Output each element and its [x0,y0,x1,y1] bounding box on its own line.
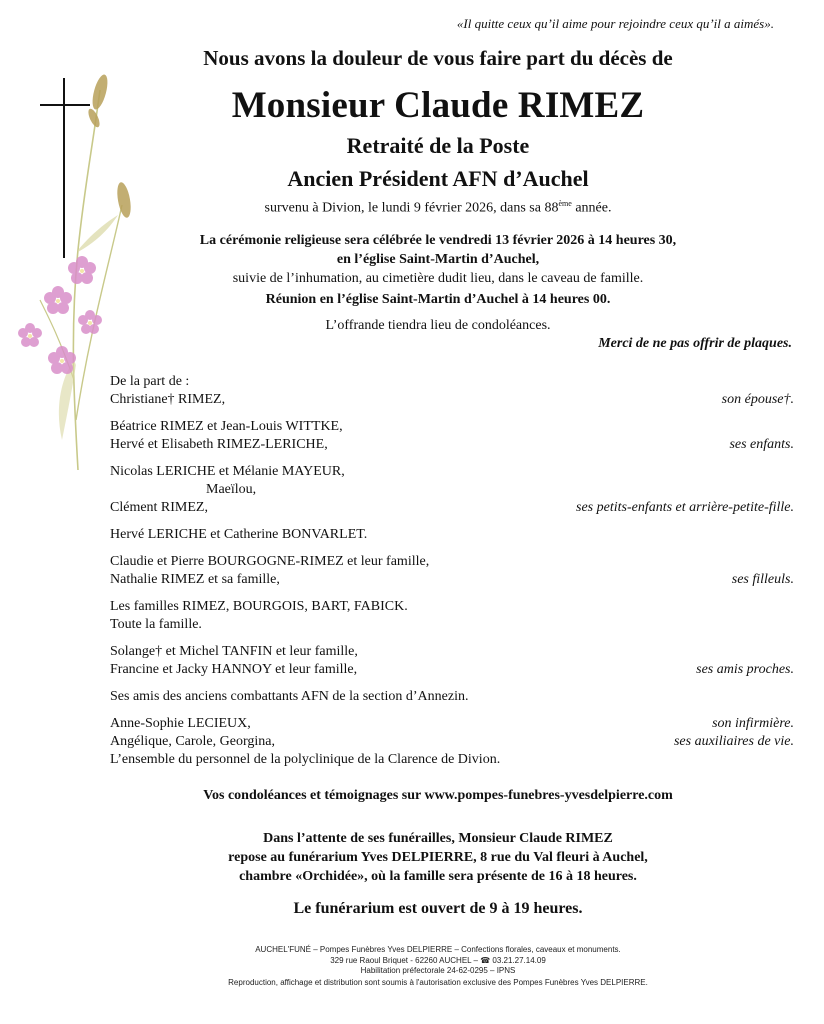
family-line [110,661,794,679]
family-relation: ses enfants. [729,437,794,452]
family-member-name: Hervé et Elisabeth RIMEZ-LERICHE, [110,437,328,452]
footer-line-3: Habilitation préfectorale 24-62-0295 – IPNS [360,966,516,975]
family-line [110,553,794,571]
family-list [110,373,794,778]
family-line [110,481,794,499]
family-header-row [110,373,794,391]
family-line [110,616,794,634]
family-member-name: Nathalie RIMEZ et sa famille, [110,572,280,587]
repose-line-1: Dans l’attente de ses funérailles, Monsieur Claude RIMEZ [263,831,613,846]
repose-line-2: repose au funérarium Yves DELPIERRE, 8 rue du Val fleuri à Auchel, [228,850,648,865]
offrande-text: L’offrande tiendra lieu de condoléances. [325,318,551,333]
family-member-name: Hervé LERICHE et Catherine BONVARLET. [110,527,368,542]
title-line-2: Ancien Président AFN d’Auchel [287,166,589,191]
repose-block [110,829,766,886]
death-info-text: survenu à Divion, le lundi 9 février 2026, dans sa 88 [264,200,559,216]
family-group [110,598,794,634]
family-relation: ses amis proches. [696,662,794,677]
family-relation: ses auxiliaires de vie. [673,734,794,749]
family-group [110,526,794,544]
family-member-name: Christiane† RIMEZ, [110,392,226,407]
ceremony-line-2: en l’église Saint-Martin d’Auchel, [336,252,540,267]
family-member-name: Ses amis des anciens combattants AFN de la section d’Annezin. [110,689,469,704]
death-info-after: année. [571,200,612,216]
family-member-name: Béatrice RIMEZ et Jean-Louis WITTKE, [110,419,343,434]
family-header: De la part de : [110,374,190,389]
footer-line-1: AUCHEL'FUNÉ – Pompes Funèbres Yves DELPIERRE – Confections florales, caveaux et monuments. [255,945,621,954]
ceremony-block [110,231,766,288]
ceremony-line-1: La cérémonie religieuse sera célébrée le vendredi 13 février 2026 à 14 heures 30, [199,233,677,248]
repose-line-3: chambre «Orchidée», où la famille sera présente de 16 à 18 heures. [239,869,637,884]
family-line [110,391,794,409]
family-member-name: L’ensemble du personnel de la polyclinique de la Clarence de Divion. [110,752,501,767]
family-member-name: Claudie et Pierre BOURGOGNE-RIMEZ et leur famille, [110,554,430,569]
deceased-name: Monsieur Claude RIMEZ [231,85,645,126]
family-member-name: Solange† et Michel TANFIN et leur famille, [110,644,358,659]
family-group [110,553,794,589]
family-line [110,499,794,517]
family-relation: son épouse†. [721,392,794,407]
family-member-name: Francine et Jacky HANNOY et leur famille, [110,662,358,677]
family-relation: son infirmière. [712,716,794,731]
family-member-name: Toute la famille. [110,617,202,632]
footer [140,945,736,988]
family-member-name: Anne-Sophie LECIEUX, [110,716,251,731]
family-line [110,526,794,544]
family-line [110,436,794,454]
family-member-name: Clément RIMEZ, [110,500,208,515]
family-member-name: Maeïlou, [206,482,257,497]
merci-text: Merci de ne pas offrir de plaques. [598,336,792,351]
family-member-name: Nicolas LERICHE et Mélanie MAYEUR, [110,464,345,479]
family-group [110,418,794,454]
family-group [110,688,794,706]
family-line [110,571,794,589]
family-relation: ses petits-enfants et arrière-petite-fille. [576,500,794,515]
death-info-sup: ème [558,199,572,208]
family-group [110,391,794,409]
family-line [110,643,794,661]
family-group [110,643,794,679]
family-line [110,715,794,733]
family-line [110,463,794,481]
family-line [110,418,794,436]
condolences-text: Vos condoléances et témoignages sur www.pompes-funebres-yvesdelpierre.com [203,788,673,803]
ceremony-line-3: suivie de l’inhumation, au cimetière dudit lieu, dans le caveau de famille. [232,271,644,286]
footer-line-2: 329 rue Raoul Briquet - 62260 AUCHEL – ☎ 03.21.27.14.09 [330,955,546,965]
title-line-1: Retraité de la Poste [346,133,530,158]
death-info [110,199,766,217]
reunion-text: Réunion en l’église Saint-Martin d’Auchel à 14 heures 00. [265,292,611,307]
family-line [110,598,794,616]
intro-heading: Nous avons la douleur de vous faire part du décès de [203,46,673,70]
family-line [110,688,794,706]
quote: «Il quitte ceux qu’il aime pour rejoindre ceux qu’il a aimés». [456,16,774,31]
opening-hours: Le funérarium est ouvert de 9 à 19 heures. [293,900,583,917]
family-group [110,715,794,769]
family-line [110,733,794,751]
family-member-name: Les familles RIMEZ, BOURGOIS, BART, FABICK. [110,599,408,614]
family-group [110,463,794,517]
footer-line-4: Reproduction, affichage et distribution sont soumis à l'autorisation exclusive des Pompes Funèbres Yves DELPIERRE. [228,977,648,987]
family-relation: ses filleuls. [731,572,794,587]
family-line [110,751,794,769]
family-member-name: Angélique, Carole, Georgina, [110,734,275,749]
